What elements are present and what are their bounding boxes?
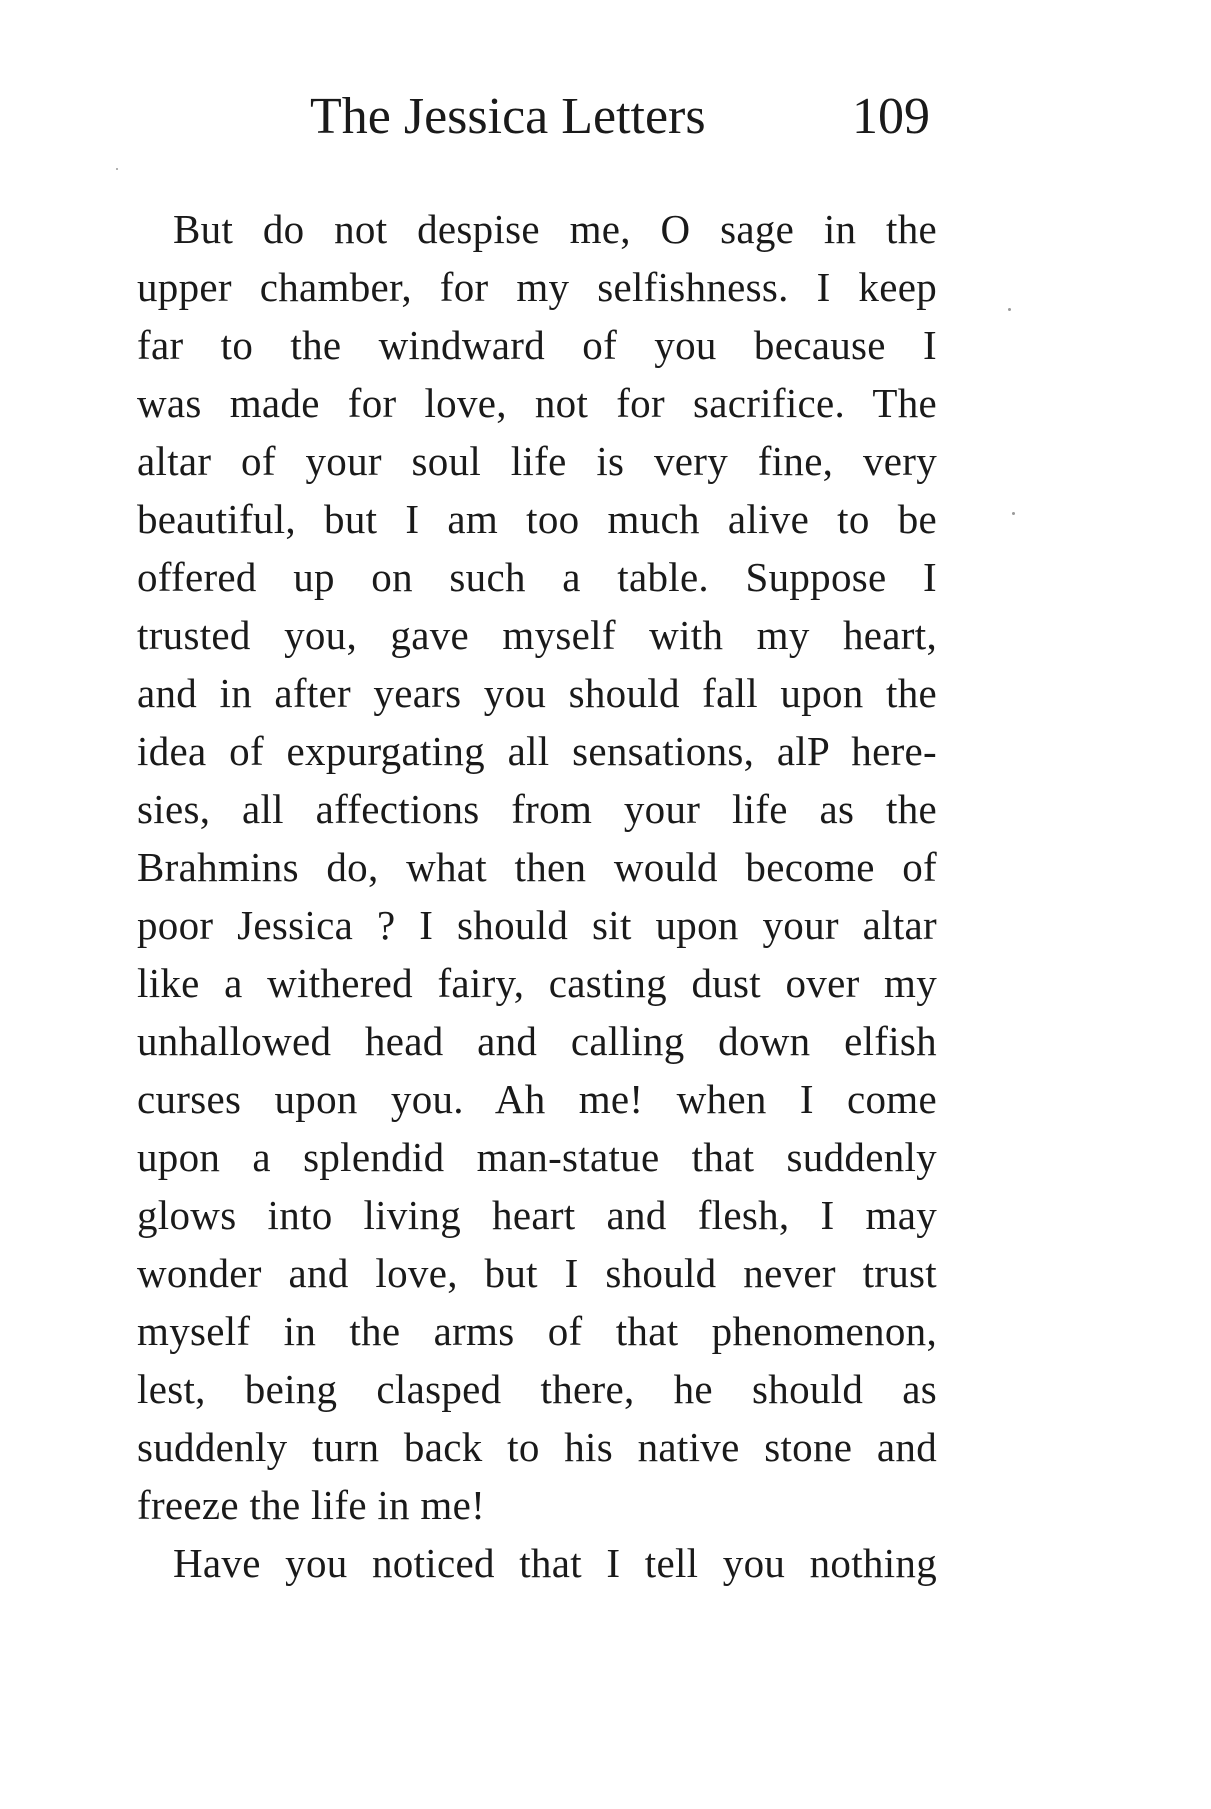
text-line: offered up on such a table. Suppose I — [137, 554, 937, 600]
text-line: sies, all affections from your life as the — [137, 786, 937, 832]
text-line: suddenly turn back to his native stone and — [137, 1424, 937, 1470]
text-line: Have you noticed that I tell you nothing — [173, 1540, 937, 1586]
scan-speck — [1008, 308, 1011, 311]
text-line: But do not despise me, O sage in the — [173, 206, 937, 252]
text-line: Brahmins do, what then would become of — [137, 844, 937, 890]
text-line: poor Jessica ? I should sit upon your altar — [137, 902, 937, 948]
text-line: lest, being clasped there, he should as — [137, 1366, 937, 1412]
text-line: like a withered fairy, casting dust over my — [137, 960, 937, 1006]
paragraph-1 — [137, 200, 937, 1534]
text-line: idea of expurgating all sensations, alP here- — [137, 728, 937, 774]
page-number: 109 — [852, 88, 930, 145]
text-line: wonder and love, but I should never trust — [137, 1250, 937, 1296]
text-line: beautiful, but I am too much alive to be — [137, 496, 937, 542]
running-title: The Jessica Letters — [310, 88, 706, 145]
text-line: myself in the arms of that phenomenon, — [137, 1308, 937, 1354]
text-line: freeze the life in me! — [137, 1482, 486, 1528]
text-line: and in after years you should fall upon the — [137, 670, 937, 716]
text-line: unhallowed head and calling down elfish — [137, 1018, 937, 1064]
scan-speck — [116, 168, 118, 170]
text-line: upper chamber, for my selfishness. I keep — [137, 264, 937, 310]
text-line: altar of your soul life is very fine, very — [137, 438, 937, 484]
text-line: was made for love, not for sacrifice. The — [137, 380, 937, 426]
text-line: curses upon you. Ah me! when I come — [137, 1076, 937, 1122]
text-line: upon a splendid man-statue that suddenly — [137, 1134, 937, 1180]
text-line: glows into living heart and flesh, I may — [137, 1192, 937, 1238]
body-text — [137, 200, 937, 1592]
paragraph-2 — [137, 1534, 937, 1592]
text-line: far to the windward of you because I — [137, 322, 937, 368]
scan-speck — [1012, 512, 1015, 515]
text-line: trusted you, gave myself with my heart, — [137, 612, 937, 658]
running-header — [0, 82, 1211, 152]
